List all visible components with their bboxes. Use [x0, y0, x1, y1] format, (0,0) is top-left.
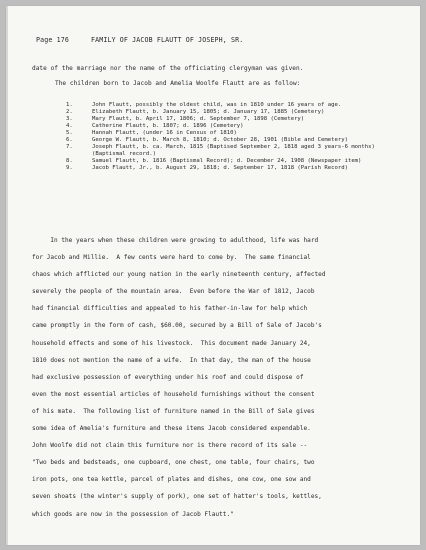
- paragraph-line: had exclusive possession of everything under his roof and could dispose of: [32, 373, 304, 381]
- child-text: Joseph Flautt, b. ca. March, 1815 (Baptised September 2, 1818 aged 3 years-6 months)(Baptismal record.): [92, 144, 375, 157]
- page-header: [36, 36, 243, 44]
- document-page: [6, 6, 420, 545]
- child-number: 8.: [66, 158, 73, 164]
- child-entry: [66, 130, 396, 137]
- child-text: Jacob Flautt, Jr., b. August 29, 1818; d. September 17, 1818 (Parish Record): [92, 165, 348, 171]
- paragraph-line: had financial difficulties and appealed to his father-in-law for help which: [32, 305, 308, 313]
- child-entry: [66, 116, 396, 123]
- paragraph-line: came promptly in the form of cash, $60.00, secured by a Bill of Sale of Jacob's: [32, 322, 322, 330]
- paragraph-line: John Woolfe did not claim this furniture nor is there record of its sale --: [32, 442, 308, 450]
- paragraph-line: In the years when these children were growing to adulthood, life was hard: [32, 237, 319, 244]
- child-text: Mary Flautt, b. April 17, 1806; d. September 7, 1898 (Cemetery): [92, 116, 305, 122]
- child-entry: [66, 158, 396, 165]
- child-text: Hannah Flautt, (under 16 in Census of 1810): [92, 130, 237, 136]
- child-entry: [66, 109, 396, 116]
- child-entry: [66, 137, 396, 144]
- running-title: FAMILY OF JACOB FLAUTT OF JOSEPH, SR.: [90, 36, 244, 44]
- child-number: 3.: [66, 116, 73, 122]
- paragraph-line: "Two beds and bedsteads, one cupboard, one chest, one table, four chairs, two: [32, 459, 315, 467]
- paragraph-line: of his mate. The following list of furniture named in the Bill of Sale gives: [32, 407, 315, 415]
- child-entry: [66, 165, 396, 172]
- child-number: 2.: [66, 109, 73, 115]
- child-number: 1.: [66, 102, 73, 108]
- child-entry: [66, 144, 396, 158]
- child-text: Elizabeth Flautt, b. January 15, 1805; d. January 17, 1885 (Cemetery): [92, 109, 325, 115]
- paragraph-line: for Jacob and Millie. A few cents were hard to come by. The same financial: [32, 254, 311, 262]
- children-intro: The children born to Jacob and Amelia Woolfe Flautt are as follow:: [55, 80, 301, 87]
- paragraph-line: even the most essential articles of household furnishings without the consent: [32, 390, 315, 398]
- paragraph-line: severely the people of the mountain area. Even before the War of 1812, Jacob: [32, 288, 315, 296]
- child-number: 5.: [66, 130, 73, 136]
- child-number: 7.: [66, 144, 73, 150]
- child-number: 4.: [66, 123, 73, 129]
- paragraph-line: which goods are now in the possession of Jacob Flautt.": [32, 510, 234, 518]
- child-text: Samuel Flautt, b. 1816 (Baptismal Record); d. December 24, 1908 (Newspaper item): [92, 158, 362, 164]
- child-number: 9.: [66, 165, 73, 171]
- paragraph-line: household effects and some of his livestock. This document made January 24,: [32, 339, 311, 347]
- child-number: 6.: [66, 137, 73, 143]
- paragraph-line: 1810 does not mention the name of a wife. In that day, the man of the house: [32, 356, 311, 364]
- continuation-line: date of the marriage nor the name of the officiating clergyman was given.: [32, 65, 304, 72]
- paragraph-line: seven shoats (the winter's supply of pork), one set of hatter's tools, kettles,: [32, 493, 322, 501]
- paragraph-line: iron pots, one tea kettle, parcel of plates and dishes, one cow, one sow and: [32, 476, 311, 484]
- child-entry: [66, 123, 396, 130]
- narrative-paragraph: [32, 232, 412, 523]
- child-text: George W. Flautt, b. March 8, 1810; d. October 28, 1901 (Bible and Cemetery): [92, 137, 348, 143]
- child-entry: [66, 102, 396, 109]
- child-text: Catherine Flautt, b. 1807; d. 1896 (Cemetery): [92, 123, 244, 129]
- paragraph-line: some idea of Amelia's furniture and these items Jacob considered expendable.: [32, 425, 311, 433]
- page-edge-shadow: [6, 6, 8, 545]
- child-text: John Flautt, possibly the oldest child, was in 1810 under 16 years of age.: [92, 102, 342, 108]
- paragraph-line: chaos which afflicted our young nation in the early nineteenth century, affected: [32, 271, 326, 279]
- page-number: Page 176: [36, 36, 69, 44]
- children-list: [66, 102, 396, 172]
